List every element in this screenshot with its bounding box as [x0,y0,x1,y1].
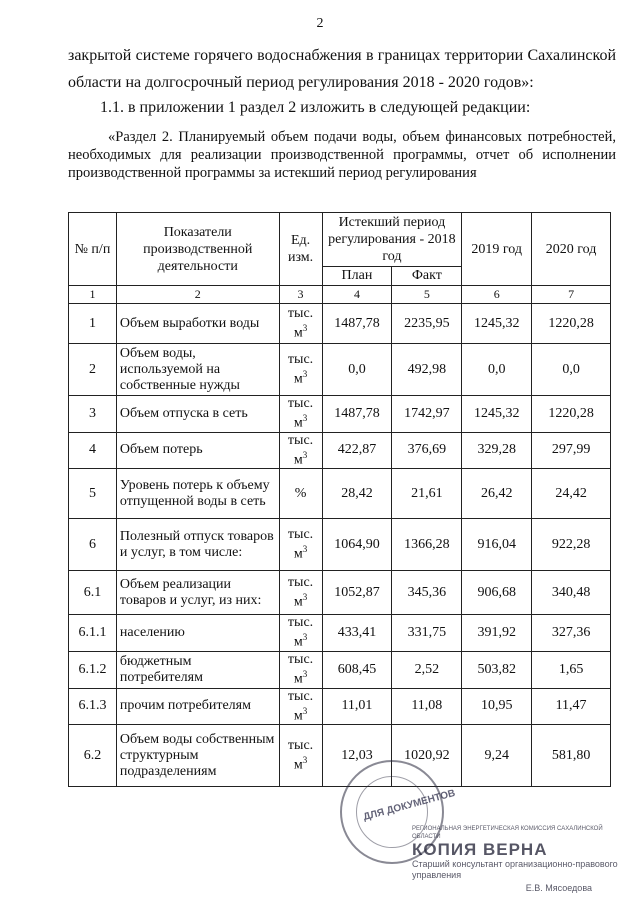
row-2019: 9,24 [462,725,532,787]
row-2020: 1220,28 [532,396,611,433]
table-row [69,519,611,571]
unit-cubic: $м^3$ [293,322,308,341]
row-2020: 922,28 [532,519,611,571]
row-2019: 10,95 [462,688,532,725]
stamp-signature: Е.В. Мясоедова [525,883,592,893]
col-number: 4 [322,286,392,304]
unit-text: тыс. [287,737,314,753]
row-number: 6 [69,519,117,571]
table-row [69,344,611,396]
row-fact: 1020,92 [392,725,462,787]
row-number: 6.1 [69,571,117,615]
header-unit: Ед. изм. [279,213,322,286]
col-number: 5 [392,286,462,304]
row-unit [279,432,322,469]
unit-cubic: $м^3$ [293,632,308,650]
row-fact: 11,08 [392,688,462,725]
unit-cubic-base: м [293,594,303,610]
unit-cubic: $м^3$ [293,368,308,387]
header-fact: Факт [392,267,462,286]
row-2020: 327,36 [532,615,611,652]
page-number: 2 [316,16,324,31]
table-row [69,396,611,433]
col-number: 1 [69,286,117,304]
row-unit [279,688,322,725]
intro-paragraph: закрытой системе горячего водоснабжения в границах территории Сахалинской области на долгосрочный период регулирования 2018 - 2020 годов»: [68,47,616,91]
row-fact: 1742,97 [392,396,462,433]
row-plan: 1487,78 [322,304,392,344]
row-unit [279,615,322,652]
row-indicator: Объем потерь [116,432,279,469]
row-2020: 1,65 [532,651,611,688]
row-2020: 24,42 [532,469,611,519]
row-unit [279,396,322,433]
row-unit [279,519,322,571]
row-2019: 0,0 [462,344,532,396]
row-fact: 331,75 [392,615,462,652]
row-number: 3 [69,396,117,433]
row-2019: 329,28 [462,432,532,469]
table-row [69,651,611,688]
table-row [69,432,611,469]
row-2020: 1220,28 [532,304,611,344]
table-row [69,571,611,615]
row-2019: 391,92 [462,615,532,652]
item-paragraph: 1.1. в приложении 1 раздел 2 изложить в следующей редакции: [100,99,531,116]
row-number: 6.1.3 [69,688,117,725]
row-2019: 503,82 [462,651,532,688]
row-indicator: бюджетным потребителям [116,651,279,688]
unit-cubic-base: м [293,452,303,468]
row-unit [279,571,322,615]
header-plan: План [322,267,392,286]
row-plan: 0,0 [322,344,392,396]
row-number: 6.2 [69,725,117,787]
unit-cubic-base: м [293,371,303,387]
unit-text: тыс. [287,396,314,411]
row-2019: 26,42 [462,469,532,519]
row-2019: 1245,32 [462,304,532,344]
unit-cubic-base: м [293,708,303,724]
row-number: 6.1.1 [69,615,117,652]
col-number: 3 [279,286,322,304]
col-number: 6 [462,286,532,304]
row-fact: 2235,95 [392,304,462,344]
column-number-row [69,286,611,304]
unit-text: тыс. [287,615,314,631]
seal-text: ДЛЯ ДОКУМЕНТОВ [362,787,457,824]
unit-cubic-base: м [293,634,303,650]
unit-text: тыс. [287,688,314,704]
row-plan: 1052,87 [322,571,392,615]
row-indicator: Объем воды, используемой на собственные нужды [116,344,279,396]
unit-cubic-base: м [293,757,303,773]
unit-text: тыс. [287,432,314,448]
row-plan: 28,42 [322,469,392,519]
row-plan: 422,87 [322,432,392,469]
row-2020: 297,99 [532,432,611,469]
unit-cubic: $м^3$ [293,413,308,431]
row-indicator: Полезный отпуск товаров и услуг, в том числе: [116,519,279,571]
unit-text: тыс. [287,526,314,542]
row-2020: 340,48 [532,571,611,615]
row-unit [279,344,322,396]
unit-cubic: $м^3$ [293,449,308,468]
row-indicator: Объем отпуска в сеть [116,396,279,433]
unit-cubic: $м^3$ [293,754,308,773]
unit-cubic: $м^3$ [293,543,308,562]
row-fact: 21,61 [392,469,462,519]
header-expired-period: Истекший период регулирования - 2018 год [322,213,462,267]
row-indicator: прочим потребителям [116,688,279,725]
row-2020: 0,0 [532,344,611,396]
table-row [69,615,611,652]
section-paragraph: «Раздел 2. Планируемый объем подачи воды, объем финансовых потребностей, необходимых для реализации производственной программы, отчет об исполнении производственной программы за истекший период регулирования [68,129,616,181]
unit-cubic: $м^3$ [293,705,308,724]
row-indicator: населению [116,615,279,652]
unit-cubic: $м^3$ [293,668,308,687]
row-number: 1 [69,304,117,344]
table-row [69,469,611,519]
row-plan: 12,03 [322,725,392,787]
row-plan: 1487,78 [322,396,392,433]
unit-text: тыс. [287,574,314,590]
col-number: 2 [116,286,279,304]
row-unit [279,469,322,519]
row-2020: 11,47 [532,688,611,725]
unit-text: тыс. [287,305,314,321]
row-2020: 581,80 [532,725,611,787]
row-unit [279,651,322,688]
row-number: 4 [69,432,117,469]
row-number: 2 [69,344,117,396]
row-fact: 345,36 [392,571,462,615]
unit-cubic: $м^3$ [293,591,308,610]
header-indicator: Показатели производственной деятельности [116,213,279,286]
row-indicator: Уровень потерь к объему отпущенной воды в сеть [116,469,279,519]
unit-cubic-base: м [293,546,303,562]
header-num: № п/п [69,213,117,286]
production-table [68,212,611,787]
unit-text: тыс. [287,651,314,667]
row-fact: 376,69 [392,432,462,469]
row-plan: 1064,90 [322,519,392,571]
row-indicator: Объем выработки воды [116,304,279,344]
row-number: 5 [69,469,117,519]
stamp-organization: РЕГИОНАЛЬНАЯ ЭНЕРГЕТИЧЕСКАЯ КОМИССИЯ САХАЛИНСКОЙ ОБЛАСТИ [412,826,603,840]
row-2019: 916,04 [462,519,532,571]
stamp-title: КОПИЯ ВЕРНА [412,840,548,859]
row-plan: 608,45 [322,651,392,688]
unit-cubic-base: м [293,671,303,687]
table-row [69,688,611,725]
unit-text: % [294,485,307,501]
row-unit [279,725,322,787]
row-unit [279,304,322,344]
table-row [69,725,611,787]
row-plan: 11,01 [322,688,392,725]
header-2020: 2020 год [532,213,611,286]
unit-cubic-base: м [293,325,303,341]
row-2019: 906,68 [462,571,532,615]
row-number: 6.1.2 [69,651,117,688]
row-indicator: Объем воды собственным структурным подразделениям [116,725,279,787]
stamp-position: Старший консультант организационно-правового управления [412,859,618,880]
col-number: 7 [532,286,611,304]
row-fact: 2,52 [392,651,462,688]
row-2019: 1245,32 [462,396,532,433]
unit-text: тыс. [287,351,314,367]
row-fact: 1366,28 [392,519,462,571]
header-2019: 2019 год [462,213,532,286]
unit-cubic-base: м [293,415,303,431]
row-fact: 492,98 [392,344,462,396]
copy-certified-stamp [412,825,622,891]
row-indicator: Объем реализации товаров и услуг, из них: [116,571,279,615]
row-plan: 433,41 [322,615,392,652]
table-row [69,304,611,344]
